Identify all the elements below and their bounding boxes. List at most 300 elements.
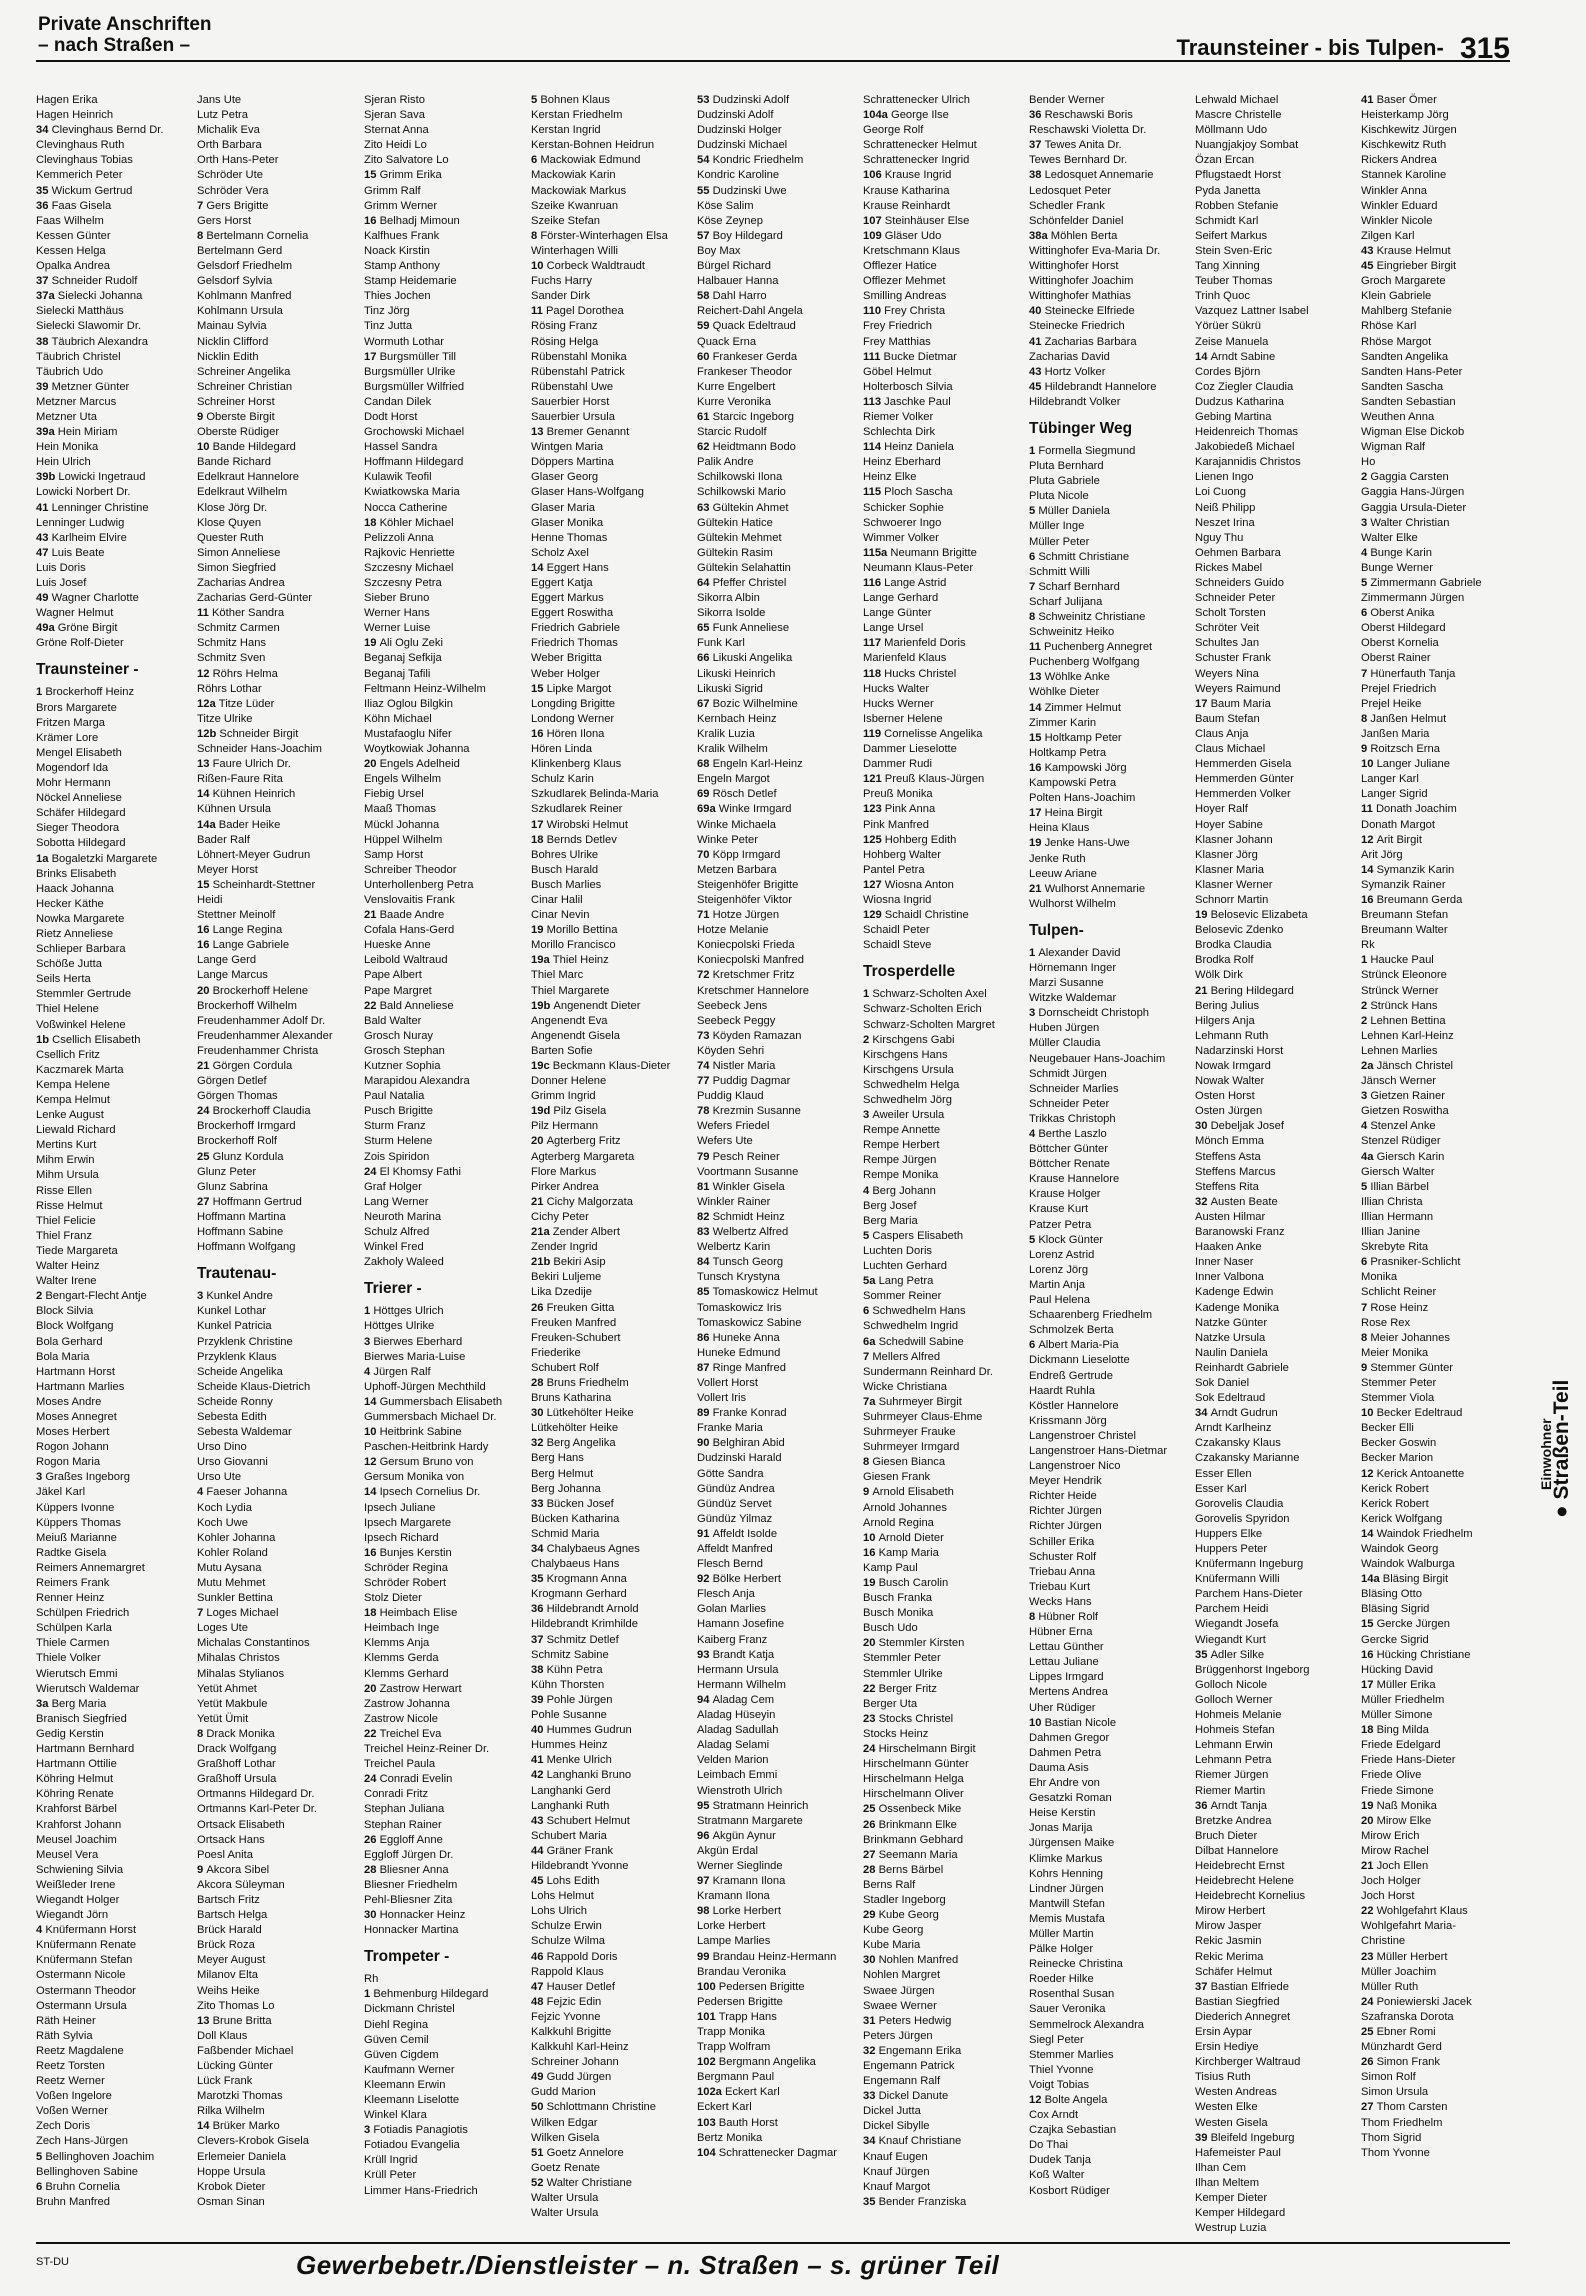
resident-entry: Brodka Claudia bbox=[1195, 939, 1272, 952]
header-title bbox=[38, 14, 212, 56]
resident-entry: Huppers Elke bbox=[1195, 1527, 1263, 1540]
resident-entry: Sieber Bruno bbox=[364, 592, 430, 605]
resident-entry: Velden Marion bbox=[697, 1754, 769, 1767]
house-number: 4 bbox=[364, 1365, 374, 1378]
resident-entry: Schuster Rolf bbox=[1029, 1550, 1097, 1563]
resident-entry: Kirchberger Waltraud bbox=[1195, 2056, 1301, 2069]
resident-entry: 38 Täubrich Alexandra bbox=[36, 335, 148, 348]
house-number: 19 bbox=[1361, 1799, 1377, 1812]
resident-entry: Brinks Elisabeth bbox=[36, 867, 117, 880]
resident-entry: Welbertz Karin bbox=[697, 1241, 771, 1254]
resident-entry: Voortmann Susanne bbox=[697, 1165, 799, 1178]
house-number: 35 bbox=[531, 1573, 547, 1586]
resident-entry: 12 Arit Birgit bbox=[1361, 833, 1422, 846]
resident-entry: 10 Langer Juliane bbox=[1361, 758, 1450, 771]
house-number: 26 bbox=[1361, 2056, 1377, 2069]
resident-entry: Schröder Regina bbox=[364, 1561, 448, 1574]
resident-entry: Steffens Asta bbox=[1195, 1150, 1261, 1163]
resident-entry: 15 Grimm Erika bbox=[364, 169, 442, 182]
resident-entry: Nadarzinski Horst bbox=[1195, 1044, 1284, 1057]
resident-entry: Busch Udo bbox=[863, 1622, 918, 1635]
house-number: 13 bbox=[197, 2014, 213, 2027]
house-number: 102 bbox=[697, 2056, 719, 2069]
resident-entry: Barten Sofie bbox=[531, 1044, 593, 1057]
house-number: 32 bbox=[1195, 1195, 1211, 1208]
resident-entry: Pape Albert bbox=[364, 969, 422, 982]
resident-entry: Szczesny Petra bbox=[364, 577, 442, 589]
resident-entry: Kalfhues Frank bbox=[364, 229, 440, 242]
house-number: 21b bbox=[531, 1256, 554, 1269]
resident-entry: 9 Arnold Elisabeth bbox=[863, 1486, 954, 1499]
resident-entry: Dodt Horst bbox=[364, 410, 418, 423]
resident-entry: Ilhan Meltem bbox=[1195, 2176, 1260, 2189]
house-number: 6 bbox=[1029, 1339, 1039, 1352]
resident-entry: 82 Schmidt Heinz bbox=[697, 1210, 785, 1223]
resident-entry: Hermann Wilhelm bbox=[697, 1678, 786, 1691]
resident-entry: Drack Wolfgang bbox=[197, 1743, 277, 1756]
resident-entry: 24 Hirschelmann Birgit bbox=[863, 1743, 976, 1756]
resident-entry: Freudenhammer Adolf Dr. bbox=[197, 1014, 326, 1027]
resident-entry: Thiel Franz bbox=[36, 1229, 92, 1242]
house-number: 1 bbox=[1029, 946, 1039, 959]
resident-entry: 39 Bleifeld Ingeburg bbox=[1195, 2131, 1295, 2144]
house-number: 1 bbox=[364, 1988, 374, 2001]
house-number: 101 bbox=[697, 2010, 719, 2023]
resident-entry: Schönfelder Daniel bbox=[1029, 214, 1124, 227]
resident-entry: 17 Müller Erika bbox=[1361, 1678, 1436, 1691]
resident-entry: Nuangjakjoy Sombat bbox=[1195, 139, 1299, 152]
resident-entry: Nicklin Edith bbox=[197, 350, 259, 363]
resident-entry: Oberst Hildegard bbox=[1361, 622, 1446, 635]
resident-entry: 121 Preuß Klaus-Jürgen bbox=[863, 773, 985, 786]
house-number: 16 bbox=[1029, 761, 1045, 774]
resident-entry: 1 Alexander David bbox=[1029, 946, 1121, 959]
resident-entry: Wefers Ute bbox=[697, 1135, 753, 1148]
house-number: 18 bbox=[364, 516, 380, 529]
resident-entry: Lange Gerd bbox=[197, 954, 257, 967]
house-number: 82 bbox=[697, 1210, 713, 1223]
house-number: 30 bbox=[531, 1407, 547, 1420]
house-number: 43 bbox=[1361, 244, 1377, 257]
resident-entry: Nowak Irmgard bbox=[1195, 1060, 1271, 1072]
resident-entry: 1 Haucke Paul bbox=[1361, 954, 1434, 967]
house-number: 41 bbox=[531, 1754, 547, 1767]
resident-entry: Doll Klaus bbox=[197, 2029, 248, 2042]
resident-entry: Freudenhammer Alexander bbox=[197, 1029, 333, 1042]
resident-entry: 28 Bliesner Anna bbox=[364, 1863, 449, 1876]
resident-entry: Grochowski Michael bbox=[364, 426, 465, 439]
house-number: 79 bbox=[697, 1150, 713, 1163]
resident-entry: 38 Kühn Petra bbox=[531, 1663, 603, 1676]
resident-entry: 118 Hucks Christel bbox=[863, 667, 957, 680]
house-number: 15 bbox=[364, 169, 380, 182]
directory-column bbox=[531, 93, 671, 2221]
resident-entry: Mihalas Christos bbox=[197, 1652, 280, 1665]
house-number: 11 bbox=[531, 305, 546, 318]
house-number: 3a bbox=[36, 1697, 52, 1710]
resident-entry: Palik Andre bbox=[697, 456, 754, 469]
resident-entry: Cofala Hans-Gerd bbox=[364, 924, 455, 937]
resident-entry: Wittinghofer Eva-Maria Dr. bbox=[1029, 244, 1161, 257]
resident-entry: Bruch Dieter bbox=[1195, 1829, 1258, 1842]
resident-entry: Koch Uwe bbox=[197, 1516, 248, 1529]
house-number: 37 bbox=[1195, 1980, 1211, 1993]
resident-entry: Leimbach Emmi bbox=[697, 1769, 778, 1782]
resident-entry: Engeln Margot bbox=[697, 773, 770, 786]
resident-entry: Tomaskowicz Iris bbox=[697, 1301, 782, 1314]
house-number: 45 bbox=[1361, 260, 1377, 273]
house-number: 10 bbox=[1361, 758, 1377, 771]
side-tab bbox=[1532, 1320, 1572, 1520]
resident-entry: Dudzinski Michael bbox=[697, 139, 788, 152]
resident-entry: 78 Krezmin Susanne bbox=[697, 1105, 801, 1118]
resident-entry: Groch Margarete bbox=[1361, 275, 1446, 288]
resident-entry: Brandau Veronika bbox=[697, 1965, 786, 1978]
house-number: 41 bbox=[36, 501, 52, 514]
resident-entry: 7 Gers Brigitte bbox=[197, 199, 269, 212]
resident-entry: Lettau Juliane bbox=[1029, 1656, 1099, 1669]
resident-entry: Mogendorf Ida bbox=[36, 761, 109, 774]
resident-entry: 13 Wöhlke Anke bbox=[1029, 671, 1110, 684]
house-number: 3 bbox=[1029, 1007, 1039, 1020]
resident-entry: 8 Janßen Helmut bbox=[1361, 712, 1447, 725]
house-number: 129 bbox=[863, 909, 885, 922]
resident-entry: Bader Ralf bbox=[197, 833, 250, 846]
resident-entry: Scholz Axel bbox=[531, 546, 589, 559]
resident-entry: 9 Akcora Sibel bbox=[197, 1863, 270, 1876]
house-number: 67 bbox=[697, 697, 713, 710]
resident-entry: 40 Steinecke Elfriede bbox=[1029, 305, 1135, 318]
resident-entry: Rose Rex bbox=[1361, 1316, 1411, 1329]
house-number: 2a bbox=[1361, 1060, 1377, 1072]
resident-entry: 6 Albert Maria-Pia bbox=[1029, 1339, 1119, 1352]
resident-entry: Risse Ellen bbox=[36, 1184, 92, 1197]
resident-entry: 43 Schubert Helmut bbox=[531, 1814, 630, 1827]
resident-entry: Kube Maria bbox=[863, 1939, 921, 1952]
resident-entry: Zakholy Waleed bbox=[364, 1256, 444, 1269]
resident-entry: Walter Ursula bbox=[531, 2207, 599, 2220]
directory-column bbox=[1195, 93, 1310, 2236]
resident-entry: Löhnert-Meyer Gudrun bbox=[197, 848, 311, 861]
resident-entry: 2 Strünck Hans bbox=[1361, 999, 1438, 1012]
resident-entry: Venslovaitis Frank bbox=[364, 893, 455, 906]
resident-entry: 20 Stemmler Kirsten bbox=[863, 1637, 965, 1650]
resident-entry: Rickers Andrea bbox=[1361, 154, 1437, 167]
resident-entry: Zastrow Johanna bbox=[364, 1697, 450, 1710]
resident-entry: 68 Engeln Karl-Heinz bbox=[697, 758, 803, 771]
resident-entry: Kaufmann Werner bbox=[364, 2063, 455, 2076]
resident-entry: Pluta Gabriele bbox=[1029, 475, 1100, 488]
resident-entry: Hagen Heinrich bbox=[36, 109, 114, 122]
house-number: 60 bbox=[697, 350, 713, 363]
resident-entry: Lienen Ingo bbox=[1195, 471, 1254, 484]
resident-entry: Yörüer Sükrü bbox=[1195, 320, 1261, 333]
resident-entry: Jenke Ruth bbox=[1029, 852, 1086, 865]
resident-entry: Graßhoff Ursula bbox=[197, 1773, 277, 1786]
resident-entry: Akcora Süleyman bbox=[197, 1878, 285, 1891]
house-number: 11 bbox=[1029, 641, 1044, 654]
resident-entry: Stemmler Gertrude bbox=[36, 988, 132, 1001]
resident-entry: Do Thai bbox=[1029, 2139, 1068, 2152]
resident-entry: Schlicht Reiner bbox=[1361, 1286, 1437, 1299]
house-number: 69a bbox=[697, 803, 719, 816]
resident-entry: Pehl-Bliesner Zita bbox=[364, 1893, 453, 1906]
resident-entry: Weber Holger bbox=[531, 667, 600, 680]
resident-entry: 14 Arndt Sabine bbox=[1195, 350, 1276, 363]
resident-entry: Kampowski Petra bbox=[1029, 777, 1117, 790]
resident-entry: Schilkowski Mario bbox=[697, 486, 786, 499]
resident-entry: Klemms Anja bbox=[364, 1637, 430, 1650]
resident-entry: Martin Anja bbox=[1029, 1278, 1085, 1291]
resident-entry: 9 Stemmer Günter bbox=[1361, 1361, 1454, 1374]
resident-entry: Langer Sigrid bbox=[1361, 788, 1428, 801]
resident-entry: Glaser Hans-Wolfgang bbox=[531, 486, 644, 499]
resident-entry: 39 Pohle Jürgen bbox=[531, 1693, 613, 1706]
resident-entry: Roeder Hilke bbox=[1029, 1973, 1094, 1986]
resident-entry: Baum Stefan bbox=[1195, 712, 1260, 725]
resident-entry: Friedrich Gabriele bbox=[531, 622, 620, 635]
resident-entry: Krahforst Bärbel bbox=[36, 1803, 117, 1816]
resident-entry: 4 Bunge Karin bbox=[1361, 546, 1432, 559]
resident-entry: Krobok Dieter bbox=[197, 2180, 266, 2193]
resident-entry: Offlezer Mehmet bbox=[863, 275, 946, 288]
resident-entry: Kretschmer Hannelore bbox=[697, 984, 809, 997]
resident-entry: Szafranska Dorota bbox=[1361, 2010, 1454, 2023]
resident-entry: Zech Doris bbox=[36, 2120, 91, 2133]
resident-entry: Lücking Günter bbox=[197, 2060, 273, 2072]
resident-entry: 40 Hummes Gudrun bbox=[531, 1724, 632, 1737]
resident-entry: Kaczmarek Marta bbox=[36, 1063, 124, 1076]
resident-entry: Böttcher Renate bbox=[1029, 1158, 1110, 1171]
resident-entry: 21 Cichy Malgorzata bbox=[531, 1195, 633, 1208]
resident-entry: 34 Clevinghaus Bernd Dr. bbox=[36, 124, 164, 137]
resident-entry: 10 Arnold Dieter bbox=[863, 1531, 944, 1544]
resident-entry: Szeike Kwanruan bbox=[531, 199, 619, 212]
resident-entry: Heinz Elke bbox=[863, 471, 917, 484]
house-number: 63 bbox=[697, 501, 713, 514]
resident-entry: 11 Donath Joachim bbox=[1361, 803, 1457, 816]
resident-entry: 87 Ringe Manfred bbox=[697, 1361, 786, 1374]
resident-entry: Siegl Peter bbox=[1029, 2033, 1084, 2046]
resident-entry: 38a Möhlen Berta bbox=[1029, 229, 1118, 242]
resident-entry: Scheide Angelika bbox=[197, 1365, 283, 1378]
resident-entry: Kempa Helene bbox=[36, 1078, 111, 1091]
resident-entry: 10 Corbeck Waldtraudt bbox=[531, 260, 646, 273]
house-number: 21 bbox=[531, 1195, 547, 1208]
resident-entry: Lohs Ulrich bbox=[531, 1905, 587, 1918]
resident-entry: Hemmerden Günter bbox=[1195, 773, 1294, 786]
resident-entry: Meusel Vera bbox=[36, 1848, 99, 1861]
house-number: 64 bbox=[697, 577, 713, 589]
resident-entry: Paschen-Heitbrink Hardy bbox=[364, 1441, 489, 1454]
resident-entry: Lampe Marlies bbox=[697, 1935, 771, 1948]
resident-entry: Isberner Helene bbox=[863, 712, 943, 725]
resident-entry: Langhanki Ruth bbox=[531, 1799, 610, 1812]
resident-entry: 4 Jürgen Ralf bbox=[364, 1365, 431, 1378]
resident-entry: Fritzen Marga bbox=[36, 716, 106, 729]
house-number: 39 bbox=[36, 380, 52, 393]
resident-entry: Rempe Annette bbox=[863, 1124, 941, 1137]
resident-entry: Golan Marlies bbox=[697, 1603, 767, 1616]
house-number: 16 bbox=[863, 1546, 879, 1559]
house-number: 4 bbox=[863, 1184, 873, 1197]
resident-entry: Swaee Jürgen bbox=[863, 1984, 935, 1997]
resident-entry: Thiel Marc bbox=[531, 969, 584, 982]
resident-entry: Stephan Rainer bbox=[364, 1818, 442, 1831]
resident-entry: Witzke Waldemar bbox=[1029, 992, 1117, 1005]
resident-entry: Pälke Holger bbox=[1029, 1943, 1094, 1956]
resident-entry: Gündüz Yilmaz bbox=[697, 1512, 773, 1525]
resident-entry: Inner Naser bbox=[1195, 1256, 1254, 1269]
resident-entry: 30 Debeljak Josef bbox=[1195, 1120, 1284, 1133]
house-number: 7 bbox=[197, 199, 207, 212]
resident-entry: Agterberg Margareta bbox=[531, 1150, 635, 1163]
resident-entry: 27 Seemann Maria bbox=[863, 1848, 958, 1861]
resident-entry: 65 Funk Anneliese bbox=[697, 622, 790, 635]
resident-entry: Sauerbier Horst bbox=[531, 395, 610, 408]
resident-entry: Mirow Herbert bbox=[1195, 1905, 1266, 1918]
resident-entry: Gröne Rolf-Dieter bbox=[36, 637, 124, 650]
resident-entry: 17 Baum Maria bbox=[1195, 697, 1271, 710]
house-number: 3 bbox=[1361, 516, 1371, 529]
resident-entry: Offlezer Hatice bbox=[863, 260, 937, 273]
resident-entry: 8 Drack Monika bbox=[197, 1727, 275, 1740]
resident-entry: Winterhagen Willi bbox=[531, 244, 619, 257]
house-number: 19a bbox=[531, 954, 553, 967]
house-number: 96 bbox=[697, 1829, 713, 1842]
resident-entry: Wierutsch Emmi bbox=[36, 1667, 118, 1680]
house-number: 17 bbox=[1195, 697, 1211, 710]
resident-entry: 81 Winkler Gisela bbox=[697, 1180, 785, 1193]
directory-column bbox=[697, 93, 837, 2161]
resident-entry: Tewes Bernhard Dr. bbox=[1029, 154, 1128, 167]
resident-entry: Arnold Johannes bbox=[863, 1501, 947, 1514]
resident-entry: Walter Heinz bbox=[36, 1260, 100, 1273]
resident-entry: Osten Jürgen bbox=[1195, 1105, 1263, 1118]
house-number: 36 bbox=[1029, 109, 1045, 122]
resident-entry: Kulawik Teofil bbox=[364, 471, 432, 484]
resident-entry: Schaidl Peter bbox=[863, 924, 930, 937]
resident-entry: Skrebyte Rita bbox=[1361, 1241, 1429, 1254]
house-number: 5 bbox=[531, 94, 541, 106]
resident-entry: Huppers Peter bbox=[1195, 1543, 1268, 1555]
resident-entry: Langhanki Gerd bbox=[531, 1784, 611, 1797]
house-number: 118 bbox=[863, 667, 885, 680]
resident-entry: Vollert Horst bbox=[697, 1376, 758, 1389]
house-number: 113 bbox=[863, 395, 885, 408]
house-number: 14 bbox=[364, 1486, 380, 1499]
resident-entry: Gündüz Servet bbox=[697, 1497, 772, 1510]
house-number: 6 bbox=[1361, 607, 1371, 620]
resident-entry: Dickel Sibylle bbox=[863, 2120, 930, 2133]
resident-entry: Dahmen Gregor bbox=[1029, 1731, 1110, 1744]
resident-entry: Heidi bbox=[197, 893, 223, 906]
resident-entry: Lange Ursel bbox=[863, 622, 924, 635]
resident-entry: 117 Marienfeld Doris bbox=[863, 637, 966, 650]
resident-entry: Bartsch Helga bbox=[197, 1909, 268, 1922]
resident-entry: 18 Köhler Michael bbox=[364, 516, 454, 529]
directory-column bbox=[1029, 93, 1168, 2199]
resident-entry: Klasner Jörg bbox=[1195, 848, 1258, 861]
resident-entry: Schmitz Sven bbox=[197, 652, 266, 665]
house-number: 11 bbox=[1361, 803, 1376, 816]
resident-entry: 7 Scharf Bernhard bbox=[1029, 580, 1120, 593]
resident-entry: Mainau Sylvia bbox=[197, 320, 267, 333]
resident-entry: 6 Bruhn Cornelia bbox=[36, 2180, 120, 2193]
house-number: 44 bbox=[531, 1844, 547, 1857]
house-number: 22 bbox=[863, 1682, 879, 1695]
resident-entry: Hoffmann Martina bbox=[197, 1210, 286, 1223]
resident-entry: 25 Ebner Romi bbox=[1361, 2026, 1436, 2038]
resident-entry: Rübenstahl Patrick bbox=[531, 365, 625, 378]
resident-entry: Gültekin Rasim bbox=[697, 546, 773, 559]
resident-entry: Treichel Paula bbox=[364, 1758, 436, 1771]
resident-entry: Ipsech Juliane bbox=[364, 1501, 436, 1514]
resident-entry: 36 Hildebrandt Arnold bbox=[531, 1603, 639, 1616]
resident-entry: Neiß Philipp bbox=[1195, 501, 1256, 514]
resident-entry: Lowicki Norbert Dr. bbox=[36, 486, 131, 499]
house-number: 18 bbox=[364, 1607, 380, 1620]
resident-entry: Lange Marcus bbox=[197, 969, 268, 982]
resident-entry: Berg Maria bbox=[863, 1214, 918, 1227]
resident-entry: Branisch Siegfried bbox=[36, 1712, 127, 1725]
resident-entry: Schmolzek Berta bbox=[1029, 1324, 1114, 1337]
house-number: 14 bbox=[1361, 1527, 1377, 1540]
resident-entry: Thom Yvonne bbox=[1361, 2146, 1430, 2159]
house-number: 8 bbox=[1029, 1611, 1039, 1623]
resident-entry: Döppers Martina bbox=[531, 456, 614, 469]
resident-entry: Sturm Helene bbox=[364, 1135, 433, 1148]
resident-entry: Stemmer Marlies bbox=[1029, 2048, 1114, 2061]
resident-entry: Cichy Peter bbox=[531, 1210, 589, 1223]
resident-entry: Lange Günter bbox=[863, 607, 932, 620]
resident-entry: 5 Bohnen Klaus bbox=[531, 94, 611, 106]
resident-entry: Bunge Werner bbox=[1361, 561, 1433, 574]
resident-entry: Schiller Erika bbox=[1029, 1535, 1095, 1548]
resident-entry: Kischkewitz Jürgen bbox=[1361, 124, 1457, 137]
resident-entry: 5 Caspers Elisabeth bbox=[863, 1229, 964, 1242]
resident-entry: Heimbach Inge bbox=[364, 1622, 440, 1635]
resident-entry: Eckert Karl bbox=[697, 2101, 752, 2114]
resident-entry: 12 Bolte Angela bbox=[1029, 2094, 1108, 2106]
resident-entry: Güven Cemil bbox=[364, 2033, 429, 2046]
resident-entry: Christine bbox=[1361, 1935, 1406, 1948]
resident-entry: 28 Bruns Friedhelm bbox=[531, 1376, 629, 1389]
house-number: 14 bbox=[531, 561, 547, 574]
resident-entry: Rh bbox=[364, 1973, 379, 1986]
resident-entry: 102 Bergmann Angelika bbox=[697, 2056, 816, 2069]
house-number: 7 bbox=[1361, 1301, 1371, 1314]
resident-entry: Jänsch Werner bbox=[1361, 1075, 1437, 1088]
resident-entry: Özan Ercan bbox=[1195, 154, 1255, 167]
house-number: 9 bbox=[1361, 1361, 1371, 1374]
house-number: 7 bbox=[1029, 580, 1039, 593]
house-number: 21a bbox=[531, 1226, 553, 1239]
resident-entry: Thiel Felicie bbox=[36, 1214, 96, 1227]
resident-entry: Räth Sylvia bbox=[36, 2029, 93, 2042]
resident-entry: Hucks Werner bbox=[863, 697, 934, 710]
resident-entry: Sok Daniel bbox=[1195, 1376, 1250, 1389]
resident-entry: Rübenstahl Uwe bbox=[531, 380, 614, 393]
house-number: 114 bbox=[863, 441, 885, 454]
resident-entry: Glaser Maria bbox=[531, 501, 596, 514]
resident-entry: Noack Kirstin bbox=[364, 244, 430, 257]
resident-entry: Brockerhoff Rolf bbox=[197, 1135, 278, 1148]
resident-entry: Nguy Thu bbox=[1195, 531, 1244, 544]
resident-entry: Koß Walter bbox=[1029, 2169, 1085, 2182]
resident-entry: Langenstroer Hans-Dietmar bbox=[1029, 1444, 1168, 1457]
resident-entry: Vazquez Lattner Isabel bbox=[1195, 305, 1309, 318]
